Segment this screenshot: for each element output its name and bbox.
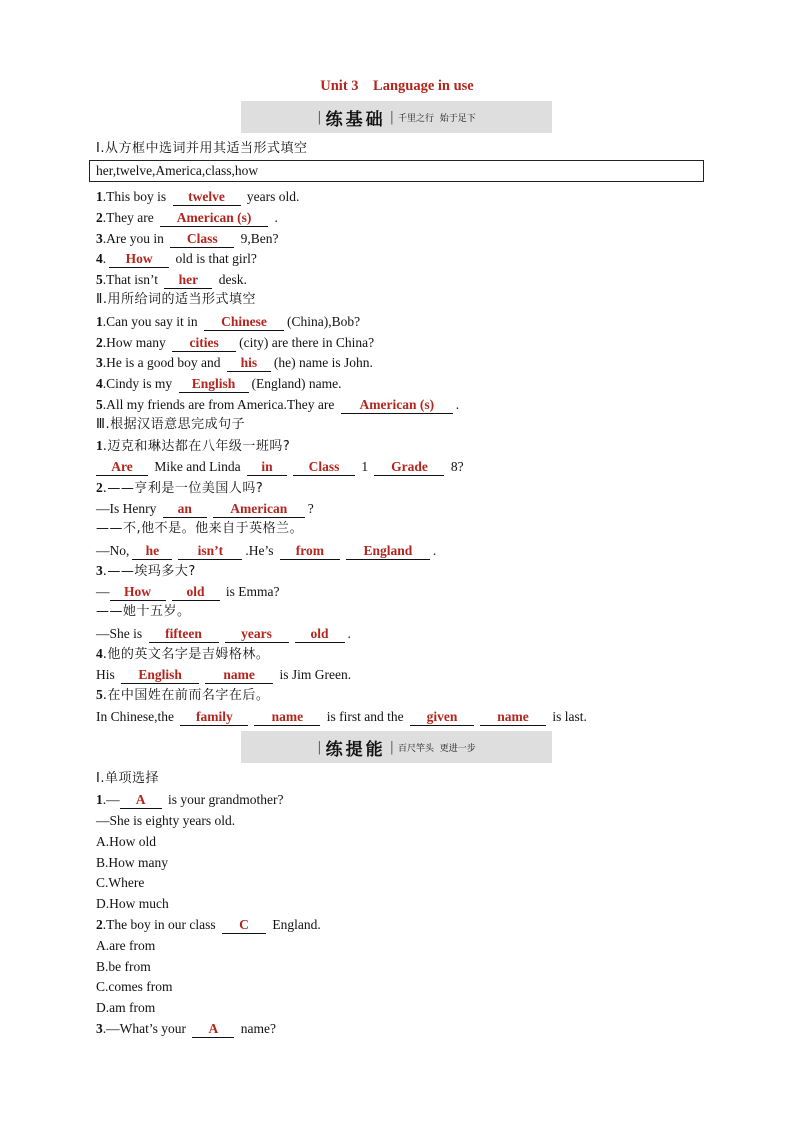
answer-blank: old (295, 626, 345, 643)
answer-line: — How old is Emma? (96, 584, 280, 599)
answer-blank: old (172, 584, 220, 601)
answer-blank: Class (170, 231, 234, 248)
banner-title: 练基础 (325, 109, 386, 130)
section-banner-advanced (241, 731, 552, 763)
answer-blank: cities (172, 335, 236, 352)
section-heading: Ⅰ.单项选择 (96, 771, 159, 786)
question-line: 3.He is a good boy and his (he) name is John. (96, 355, 373, 370)
answer-blank: American (213, 501, 305, 518)
answer-blank: given (410, 709, 474, 726)
question-line: 5.All my friends are from America.They are American (s) . (96, 397, 460, 412)
answer-blank: in (247, 459, 287, 476)
answer-blank: twelve (173, 189, 241, 206)
answer-line: —Is Henry an American ? (96, 501, 314, 516)
option-d: D.am from (96, 1000, 156, 1015)
answer-blank: C (222, 917, 266, 934)
section-banner-basics (241, 101, 552, 133)
option-c: C.comes from (96, 979, 173, 994)
answer-blank: Are (96, 459, 148, 476)
answer-blank: name (205, 667, 273, 684)
translation-line: ——她十五岁。 (96, 604, 191, 619)
banner-bar: | (317, 739, 322, 755)
answer-blank: How (109, 251, 169, 268)
answer-blank: A (120, 792, 162, 809)
answer-blank: her (164, 272, 212, 289)
question-line: 4. How old is that girl? (96, 251, 257, 266)
answer-blank: English (121, 667, 199, 684)
section-heading: Ⅱ.用所给词的适当形式填空 (96, 292, 257, 307)
question-line: —She is eighty years old. (96, 813, 236, 828)
option-c: C.Where (96, 875, 145, 890)
option-b: B.How many (96, 855, 168, 870)
answer-blank: Grade (374, 459, 444, 476)
section-heading: Ⅲ.根据汉语意思完成句子 (96, 417, 246, 432)
answer-blank: Chinese (204, 314, 284, 331)
answer-blank: Class (293, 459, 355, 476)
banner-subtitle: 千里之行 始于足下 (398, 113, 476, 124)
question-prompt: 1.迈克和琳达都在八年级一班吗? (96, 438, 291, 454)
question-line: 5.That isn’t her desk. (96, 272, 247, 287)
section-heading: Ⅰ.从方框中选词并用其适当形式填空 (96, 141, 308, 156)
answer-line: Are Mike and Linda in Class 1 Grade 8? (96, 458, 464, 476)
answer-line: In Chinese,the family name is first and the given name is last. (96, 709, 587, 724)
answer-blank: from (280, 543, 340, 560)
option-b: B.be from (96, 959, 151, 974)
answer-blank: American (s) (160, 210, 268, 227)
question-line: 2.How many cities (city) are there in China? (96, 335, 375, 350)
answer-blank: his (227, 355, 271, 372)
answer-blank: English (179, 376, 249, 393)
answer-blank: A (192, 1021, 234, 1038)
question-prompt: 2.——亨利是一位美国人吗? (96, 480, 264, 496)
answer-blank: an (163, 501, 207, 518)
question-line: 2.The boy in our class C England. (96, 917, 321, 932)
answer-blank: fifteen (149, 626, 219, 643)
answer-line: His English name is Jim Green. (96, 667, 352, 682)
option-d: D.How much (96, 896, 169, 911)
banner-bar: | (389, 109, 395, 125)
answer-blank: he (132, 543, 172, 560)
question-prompt: 3.——埃玛多大? (96, 563, 196, 579)
question-line: 4.Cindy is my English (England) name. (96, 376, 342, 391)
page-title: Unit 3 Language in use (320, 78, 474, 94)
answer-blank: American (s) (341, 397, 453, 414)
answer-blank: name (480, 709, 546, 726)
question-line: 1.This boy is twelve years old. (96, 189, 300, 204)
question-line: 3.Are you in Class 9,Ben? (96, 231, 279, 246)
option-a: A.are from (96, 938, 156, 953)
question-prompt: 4.他的英文名字是吉姆格林。 (96, 646, 270, 662)
translation-line: ——不,他不是。他来自于英格兰。 (96, 521, 304, 536)
question-line: 1.Can you say it in Chinese (China),Bob? (96, 314, 361, 329)
banner-bar: | (317, 109, 322, 125)
answer-blank: name (254, 709, 320, 726)
answer-line: —No, he isn’t .He’s from England . (96, 543, 437, 558)
banner-title: 练提能 (325, 739, 386, 760)
banner-bar: | (389, 739, 395, 755)
question-prompt: 5.在中国姓在前而名字在后。 (96, 687, 270, 703)
answer-blank: isn’t (178, 543, 242, 560)
answer-blank: England (346, 543, 430, 560)
banner-subtitle: 百尺竿头 更进一步 (398, 743, 476, 754)
answer-blank: How (110, 584, 166, 601)
question-line: 3.—What’s your A name? (96, 1021, 276, 1036)
question-line: 2.They are American (s) . (96, 210, 278, 225)
question-line: 1.— A is your grandmother? (96, 792, 284, 807)
option-a: A.How old (96, 834, 156, 849)
word-box: her,twelve,America,class,how (89, 160, 704, 182)
answer-blank: family (180, 709, 248, 726)
answer-line: —She is fifteen years old . (96, 626, 351, 641)
answer-blank: years (225, 626, 289, 643)
